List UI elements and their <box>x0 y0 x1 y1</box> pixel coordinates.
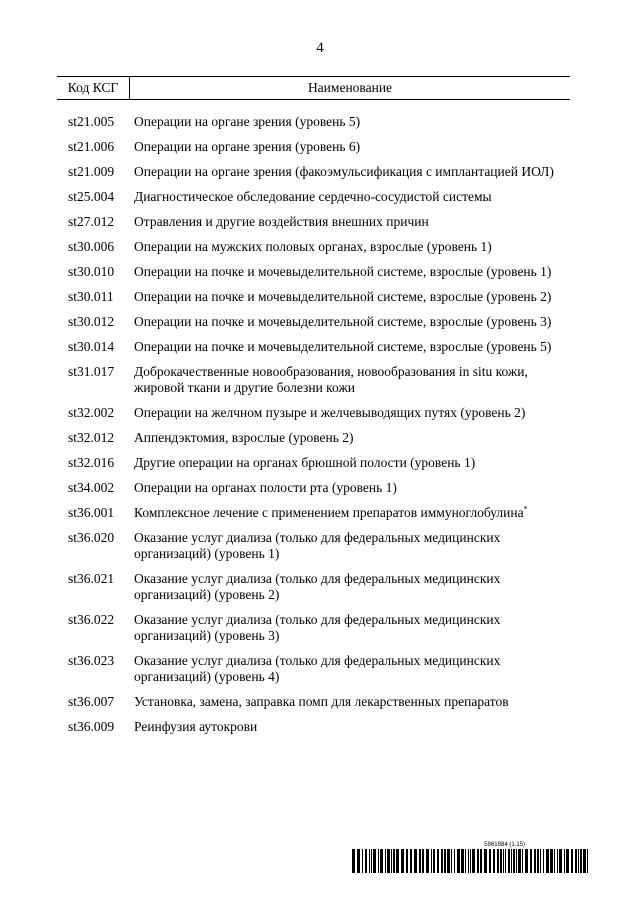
row-code: st36.001 <box>68 505 115 520</box>
row-name <box>134 530 554 562</box>
row-name-text: Другие операции на органах брюшной полости (уровень 1) <box>134 455 476 470</box>
table-row <box>57 189 570 205</box>
row-name <box>134 405 554 421</box>
row-name <box>134 339 554 355</box>
table-row <box>57 139 570 155</box>
row-name <box>134 719 554 735</box>
row-code: st32.016 <box>68 455 115 470</box>
row-name-text: Диагностическое обследование сердечно-сосудистой системы <box>134 189 492 204</box>
row-code: st36.022 <box>68 612 115 627</box>
table-row <box>57 530 570 562</box>
table-row <box>57 455 570 471</box>
row-name-text: Реинфузия аутокрови <box>134 719 258 734</box>
table-row <box>57 239 570 255</box>
row-name-text: Доброкачественные новообразования, новообразования in situ кожи, жировой ткани и другие болезни кожи <box>134 364 528 395</box>
row-code: st30.010 <box>68 264 115 279</box>
row-code: st36.021 <box>68 571 115 586</box>
row-name-text: Оказание услуг диализа (только для федеральных медицинских организаций) (уровень 2) <box>134 571 501 602</box>
table-row <box>57 480 570 496</box>
row-code: st34.002 <box>68 480 115 495</box>
row-code: st30.011 <box>68 289 114 304</box>
row-name-text: Комплексное лечение с применением препаратов иммуноглобулина <box>134 505 524 520</box>
row-code: st21.005 <box>68 114 115 129</box>
row-name <box>134 239 554 255</box>
row-name <box>134 653 554 685</box>
table-row <box>57 719 570 735</box>
row-name <box>134 364 554 396</box>
table-row <box>57 289 570 305</box>
barcode-image <box>352 849 589 873</box>
row-name <box>134 314 554 330</box>
row-code: st31.017 <box>68 364 115 379</box>
row-code: st30.014 <box>68 339 115 354</box>
barcode-label: 5961984 (1.15) <box>484 842 525 848</box>
footnote-mark: * <box>523 504 528 514</box>
row-name <box>134 694 554 710</box>
table-row <box>57 612 570 644</box>
table-row <box>57 264 570 280</box>
table-row <box>57 314 570 330</box>
row-name-text: Операции на почке и мочевыделительной системе, взрослые (уровень 5) <box>134 339 552 354</box>
row-name <box>134 612 554 644</box>
table-row <box>57 164 570 180</box>
row-name-text: Операции на органе зрения (уровень 5) <box>134 114 361 129</box>
row-code: st36.009 <box>68 719 115 734</box>
row-name-text: Операции на органе зрения (факоэмульсификация с имплантацией ИОЛ) <box>134 164 554 179</box>
header-code: Код КСГ <box>57 77 130 99</box>
table-row <box>57 405 570 421</box>
table-row <box>57 694 570 710</box>
row-code: st36.023 <box>68 653 115 668</box>
row-code: st21.009 <box>68 164 115 179</box>
row-name <box>134 430 554 446</box>
row-name-text: Операции на мужских половых органах, взрослые (уровень 1) <box>134 239 492 254</box>
table-row <box>57 571 570 603</box>
row-code: st36.020 <box>68 530 115 545</box>
row-name <box>134 480 554 496</box>
table-row <box>57 339 570 355</box>
row-code: st36.007 <box>68 694 115 709</box>
row-name-text: Установка, замена, заправка помп для лекарственных препаратов <box>134 694 509 709</box>
row-name-text: Операции на почке и мочевыделительной системе, взрослые (уровень 2) <box>134 289 552 304</box>
table-row <box>57 430 570 446</box>
row-name-text: Оказание услуг диализа (только для федеральных медицинских организаций) (уровень 3) <box>134 612 501 643</box>
header-name: Наименование <box>307 80 393 95</box>
row-code: st32.012 <box>68 430 115 445</box>
row-code: st32.002 <box>68 405 115 420</box>
table-row <box>57 214 570 230</box>
ksg-table <box>57 76 570 734</box>
table-row <box>57 653 570 685</box>
row-name <box>134 264 554 280</box>
row-name <box>134 214 554 230</box>
table-row <box>57 364 570 396</box>
page-number: 4 <box>316 40 324 56</box>
row-name <box>134 164 554 180</box>
table-header <box>57 76 570 100</box>
barcode-block <box>352 841 589 873</box>
row-name-text: Операции на органах полости рта (уровень 1) <box>134 480 397 495</box>
table-row <box>57 505 570 521</box>
row-name-text: Аппендэктомия, взрослые (уровень 2) <box>134 430 354 445</box>
row-name-text: Отравления и другие воздействия внешних причин <box>134 214 429 229</box>
row-name <box>134 571 554 603</box>
row-name <box>134 139 554 155</box>
row-name <box>134 505 554 521</box>
row-code: st30.006 <box>68 239 115 254</box>
row-name <box>134 189 554 205</box>
row-name-text: Операции на почке и мочевыделительной системе, взрослые (уровень 3) <box>134 314 552 329</box>
table-body <box>57 114 570 744</box>
row-name-text: Операции на органе зрения (уровень 6) <box>134 139 361 154</box>
row-code: st21.006 <box>68 139 115 154</box>
row-code: st25.004 <box>68 189 115 204</box>
row-name <box>134 114 554 130</box>
row-code: st27.012 <box>68 214 115 229</box>
row-code: st30.012 <box>68 314 115 329</box>
row-name-text: Оказание услуг диализа (только для федеральных медицинских организаций) (уровень 4) <box>134 653 501 684</box>
row-name-text: Операции на почке и мочевыделительной системе, взрослые (уровень 1) <box>134 264 552 279</box>
row-name-text: Операции на желчном пузыре и желчевыводящих путях (уровень 2) <box>134 405 526 420</box>
table-row <box>57 114 570 130</box>
row-name-text: Оказание услуг диализа (только для федеральных медицинских организаций) (уровень 1) <box>134 530 501 561</box>
row-name <box>134 455 554 471</box>
row-name <box>134 289 554 305</box>
